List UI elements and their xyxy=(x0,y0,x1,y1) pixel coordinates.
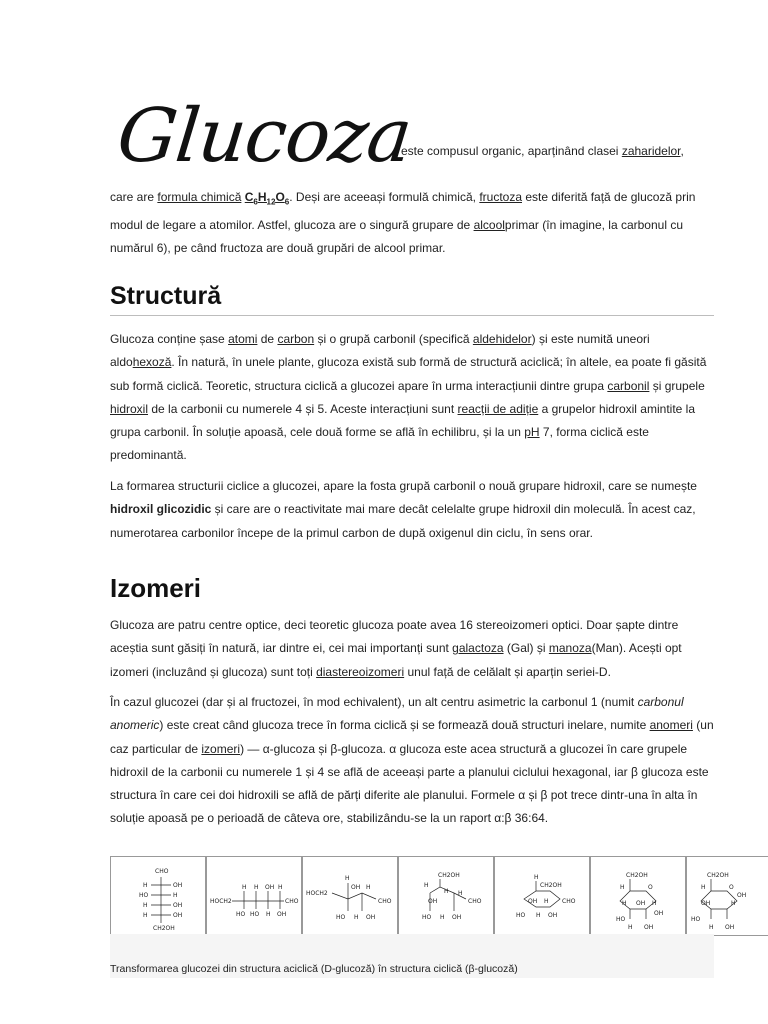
label-h: H xyxy=(254,884,259,891)
title-row xyxy=(110,88,720,184)
text: În cazul glucozei (dar și al fructozei, în mod echivalent), un alt centru asimetric la carbonul 1 (numit xyxy=(110,695,638,709)
label-ho: HO xyxy=(336,914,346,921)
text: . xyxy=(607,664,611,679)
label-oh: OH xyxy=(644,924,654,931)
link-hidroxil[interactable]: hidroxil xyxy=(110,401,149,416)
structure-fischer xyxy=(110,857,206,935)
label-h: H xyxy=(440,914,445,921)
label-h: H xyxy=(628,924,633,931)
structure-open-ring xyxy=(398,857,494,935)
text: Glucoza conține șase xyxy=(110,332,229,346)
haworth-beta-image xyxy=(687,859,768,933)
chain-image xyxy=(208,859,300,933)
fischer-projection-image xyxy=(113,859,203,933)
structure-closing xyxy=(494,857,590,935)
intro-text: primar (în imagine, la carbonul cu numărul 6), pe când fructoza are două grupări de alcool primar. xyxy=(110,217,683,255)
label-oh: OH xyxy=(173,912,183,919)
link-anomeri[interactable]: anomeri xyxy=(649,718,693,733)
izomeri-paragraph-2 xyxy=(110,691,714,831)
small-caps-d: D xyxy=(598,664,608,679)
heading-divider xyxy=(110,315,714,316)
bold-term: hidroxil glicozidic xyxy=(110,502,212,517)
text: Glucoza are patru centre optice, deci teoretic glucoza poate avea 16 stereoizomeri optici. Doar șapte dintre aceștia sunt găsiți în natură, iar dintre ei, cei mai importanți sunt xyxy=(110,618,679,656)
section-izomeri xyxy=(110,573,714,603)
label-h: H xyxy=(242,884,247,891)
label-oh: OH xyxy=(351,884,361,891)
label-h: H xyxy=(444,888,449,895)
label-oh: OH xyxy=(452,914,462,921)
intro-text: este diferită față de glucoză prin modul de legare a atomilor. Astfel, glucoza are o singură grupare de xyxy=(110,190,696,232)
structure-haworth-beta xyxy=(686,857,768,935)
text: 7, forma ciclică este predominantă. xyxy=(110,425,649,463)
formula-c: C xyxy=(244,190,254,204)
label-h: H xyxy=(143,912,148,919)
structura-paragraph-2 xyxy=(110,475,714,545)
label-cho: CHO xyxy=(468,898,482,905)
section-structura xyxy=(110,281,714,311)
label-ch2oh: CH2OH xyxy=(626,872,648,879)
link-galactoza[interactable]: galactoza xyxy=(452,641,504,656)
link-reactii-de-aditie[interactable]: reacții de adiție xyxy=(457,401,539,416)
label-ho: HO xyxy=(516,912,526,919)
link-diastereoizomeri[interactable]: diastereoizomeri xyxy=(316,664,405,679)
label-h: H xyxy=(534,874,539,881)
label-h: H xyxy=(266,911,271,918)
page-title: Glucoza xyxy=(113,93,416,179)
text: (Man). Acești opt izomeri (incluzând și glucoza) sunt toți xyxy=(110,641,682,679)
link-manoza[interactable]: manoza xyxy=(548,641,592,656)
label-oh: OH xyxy=(428,898,438,905)
label-oh: OH xyxy=(636,900,646,907)
izomeri-paragraph-1 xyxy=(110,614,714,684)
link-carbonil[interactable]: carbonil xyxy=(607,378,650,393)
structure-chain xyxy=(206,857,302,935)
label-h: H xyxy=(709,924,714,931)
label-ch2oh: CH2OH xyxy=(153,925,175,932)
label-cho: CHO xyxy=(285,898,299,905)
label-h: H xyxy=(652,900,657,907)
label-h: H xyxy=(424,882,429,889)
text: de xyxy=(257,332,278,346)
link-aldehidelor[interactable]: aldehidelor xyxy=(472,332,532,346)
label-hoch2: HOCH2 xyxy=(210,898,232,905)
figure-caption: Transformarea glucozei din structura aciclică (D-glucoză) în structura ciclică (β-glucoză) xyxy=(110,963,518,975)
label-ho: HO xyxy=(422,914,432,921)
label-h: H xyxy=(143,882,148,889)
link-formula-chimica[interactable]: formula chimică xyxy=(157,190,242,204)
label-ho: HO xyxy=(139,892,149,899)
label-oh: OH xyxy=(366,914,376,921)
label-hoch2: HOCH2 xyxy=(306,890,328,897)
label-h: H xyxy=(731,900,736,907)
formula-h: H xyxy=(257,190,267,204)
label-oh: OH xyxy=(173,902,183,909)
link-carbon[interactable]: carbon xyxy=(277,332,315,346)
label-cho: CHO xyxy=(155,868,169,875)
label-h: H xyxy=(354,914,359,921)
label-ch2oh: CH2OH xyxy=(707,872,729,879)
label-oh: OH xyxy=(277,911,287,918)
link-izomeri[interactable]: izomeri xyxy=(201,741,241,756)
open-ring-image xyxy=(400,859,492,933)
text: ) este creat când glucoza trece în forma ciclică și se formează două structuri inelare, numite xyxy=(159,718,650,733)
label-oh: OH xyxy=(548,912,558,919)
label-ho: HO xyxy=(236,911,246,918)
structura-paragraph-1 xyxy=(110,328,714,468)
text: (un caz particular de xyxy=(110,718,714,756)
label-ho: HO xyxy=(616,916,626,923)
formula-o: O xyxy=(275,190,285,204)
label-ch2oh: CH2OH xyxy=(438,872,460,879)
label-oh: OH xyxy=(737,892,747,899)
glucose-transformation-figure xyxy=(110,856,768,936)
label-h: H xyxy=(143,902,148,909)
label-h: H xyxy=(622,900,627,907)
text: (Gal) și xyxy=(503,641,549,656)
label-ho: HO xyxy=(691,916,701,923)
text: ) și este numită uneori aldo xyxy=(110,332,650,370)
label-ch2oh: CH2OH xyxy=(540,882,562,889)
text: La formarea structurii ciclice a glucozei, apare la fosta grupă carbonil o nouă grupare hidroxil, care se numește xyxy=(110,479,697,493)
formula-o-sub: 6 xyxy=(284,197,290,207)
heading-izomeri: Izomeri xyxy=(110,573,202,603)
heading-structura: Structură xyxy=(110,282,222,310)
link-alcool[interactable]: alcool xyxy=(473,217,505,232)
text: de la carbonii cu numerele 4 și 5. Aceste interacțiuni sunt xyxy=(148,401,458,416)
chemical-formula[interactable] xyxy=(244,190,290,207)
text: ) — α-glucoza și β-glucoza. α glucoza este acea structură a glucozei în care grupele hidroxil de la carbonii cu numerele 1 și 4 se află de aceeași parte a planului ciclului hexagonal, iar β glucoza este structura în care cei doi hidroxili se află de părți diferite ale planului. Formele α și β pot trece dintr-una în alta în soluție apoasă pe o perioadă de câteva ore, stabilizându-se la un raport α:β 36:64. xyxy=(110,741,709,826)
label-h: H xyxy=(536,912,541,919)
label-cho: CHO xyxy=(562,898,576,905)
closing-ring-image xyxy=(496,859,588,933)
link-atomi[interactable]: atomi xyxy=(228,332,258,346)
label-oh: OH xyxy=(173,882,183,889)
title-tail-text: este compusul organic, aparținând clasei xyxy=(401,144,619,158)
title-tail-end: , xyxy=(680,144,684,158)
intro-text: . Deși are aceeași formulă chimică, xyxy=(289,190,480,204)
label-h: H xyxy=(366,884,371,891)
label-o: O xyxy=(648,884,653,891)
italic-term: carbonul anomeric xyxy=(110,695,684,733)
link-zaharidelor[interactable]: zaharidelor xyxy=(621,144,681,158)
text: și grupele xyxy=(649,378,705,393)
label-hc: HO xyxy=(250,911,260,918)
title-tail xyxy=(401,144,684,158)
formula-h-sub: 12 xyxy=(266,197,276,207)
label-oh: OH xyxy=(265,884,275,891)
link-hexoza[interactable]: hexoză xyxy=(132,355,172,370)
haworth-ring-image xyxy=(592,859,684,933)
label-h: H xyxy=(701,884,706,891)
link-fructoza[interactable]: fructoza xyxy=(479,190,522,204)
structure-bent xyxy=(302,857,398,935)
text: și o grupă carbonil (specifică xyxy=(314,332,473,346)
intro-text: care are xyxy=(110,190,158,204)
label-cho: CHO xyxy=(378,898,392,905)
formula-c-sub: 6 xyxy=(253,197,258,207)
text: unul față de celălalt și aparțin seriei- xyxy=(404,664,599,679)
text: a grupelor hidroxil amintite la grupa carbonil. În soluție apoasă, cele două forme se află în echilibru, și la un xyxy=(110,401,695,440)
label-oh: OH xyxy=(528,898,538,905)
label-h: H xyxy=(458,890,463,897)
link-ph[interactable]: pH xyxy=(524,425,540,440)
label-h: H xyxy=(620,884,625,891)
label-oh: OH xyxy=(701,900,711,907)
bent-chain-image xyxy=(304,859,396,933)
intro-paragraph xyxy=(110,186,714,260)
text: și care are o reactivitate mai mare decât celelalte grupe hidroxil din moleculă. În acest caz, numerotarea carbonilor începe de la primul carbon de după oxigenul din ciclu, în sens orar. xyxy=(110,502,696,540)
label-h: H xyxy=(345,875,350,882)
label-oh: OH xyxy=(725,924,735,931)
label-h: H xyxy=(278,884,283,891)
label-o: O xyxy=(729,884,734,891)
label-h: H xyxy=(173,892,178,899)
label-h: H xyxy=(544,898,549,905)
text: . În natură, în unele plante, glucoza există sub formă de structură aciclică; în altele, ea poate fi găsită sub formă ciclică. Teoretic, structura ciclică a glucozei apare în urma interacțiunii dintre grupa xyxy=(110,355,707,393)
label-oh: OH xyxy=(654,910,664,917)
structure-haworth-alpha xyxy=(590,857,686,935)
